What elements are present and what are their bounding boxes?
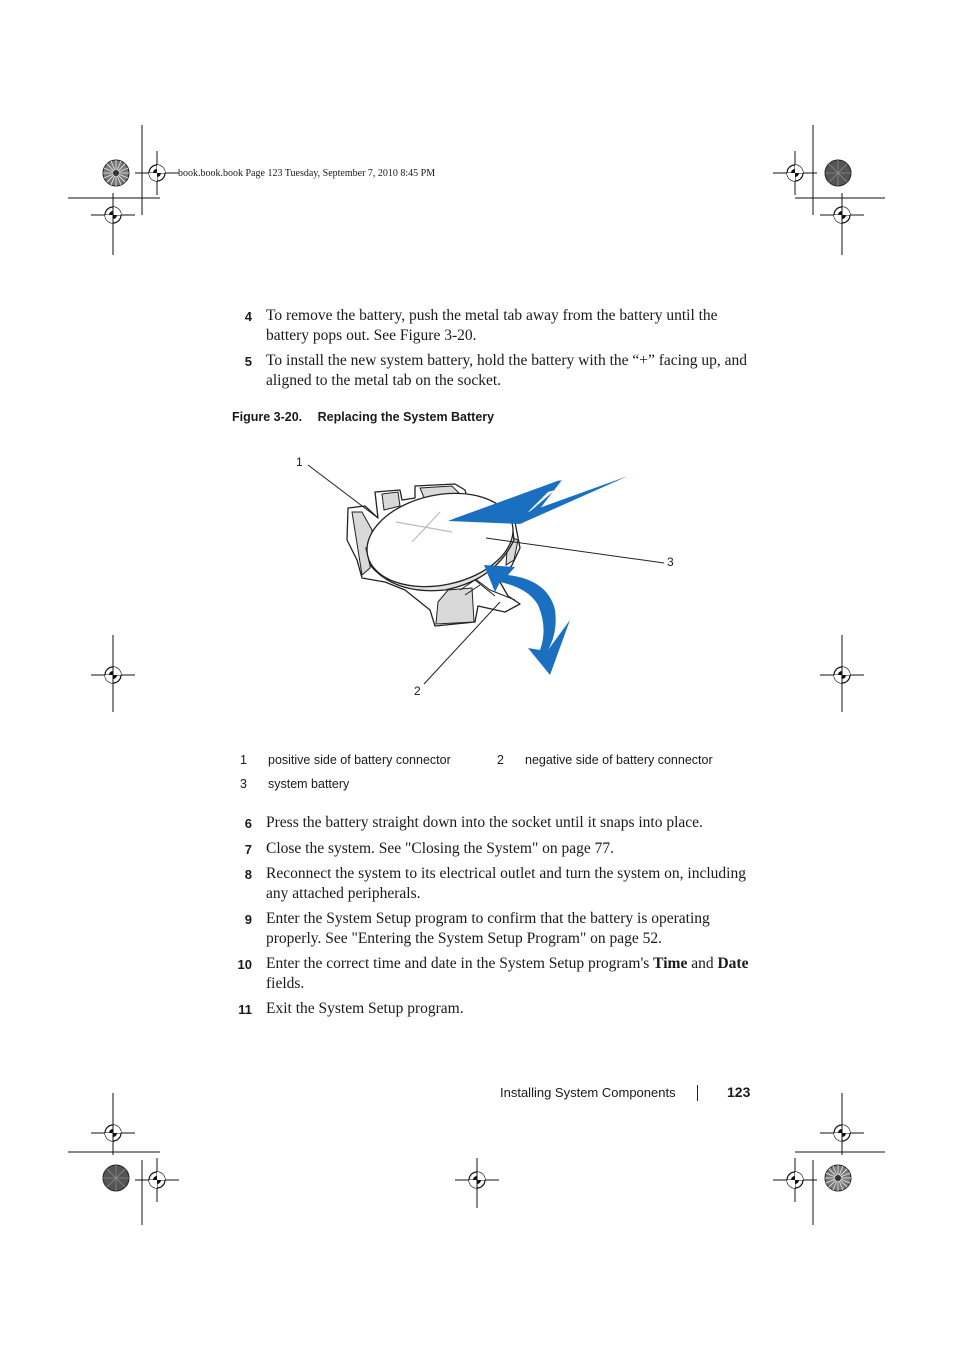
step-text-part: Enter the correct time and date in the System Setup program's xyxy=(266,955,654,972)
legend-text: positive side of battery connector xyxy=(268,753,451,767)
legend-number: 3 xyxy=(240,777,247,791)
step-number: 8 xyxy=(244,867,252,882)
step-number: 7 xyxy=(244,842,252,857)
footer-section-title: Installing System Components xyxy=(500,1085,676,1100)
field-name-time: Time xyxy=(653,955,688,972)
step-text: Enter the System Setup program to confirm that the battery is operating properly. See "Entering the System Setup Program" on page 52. xyxy=(266,910,710,947)
step-number: 5 xyxy=(244,354,252,369)
step-text-part: fields. xyxy=(266,975,305,992)
step-item xyxy=(234,813,754,833)
step-item xyxy=(234,954,754,994)
legend-item xyxy=(240,753,247,767)
step-number: 9 xyxy=(244,912,252,927)
step-number: 6 xyxy=(244,816,252,831)
step-item xyxy=(234,839,754,859)
footer-divider xyxy=(697,1085,698,1101)
callout-2: 2 xyxy=(414,684,421,698)
step-item xyxy=(234,909,754,949)
legend-number: 2 xyxy=(497,753,504,767)
step-number: 11 xyxy=(238,1002,252,1017)
callout-1: 1 xyxy=(296,455,303,469)
step-text: Press the battery straight down into the socket until it snaps into place. xyxy=(266,814,703,831)
figure-title: Replacing the System Battery xyxy=(317,410,495,424)
legend-number: 1 xyxy=(240,753,247,767)
step-number: 10 xyxy=(237,957,252,972)
step-item xyxy=(234,999,754,1019)
step-text: Exit the System Setup program. xyxy=(266,1000,464,1017)
page-number: 123 xyxy=(727,1084,751,1100)
step-text: To remove the battery, push the metal tab away from the battery until the battery pops out. See Figure 3-20. xyxy=(266,307,718,344)
step-number: 4 xyxy=(244,309,252,324)
rotation-arrow xyxy=(484,565,570,675)
legend-item xyxy=(497,753,504,767)
step-text xyxy=(266,954,756,994)
legend-text: negative side of battery connector xyxy=(525,753,713,767)
step-item xyxy=(234,864,754,904)
step-text-part: and xyxy=(687,955,718,972)
legend-item xyxy=(240,777,247,791)
figure-label: Figure 3-20. xyxy=(232,410,303,424)
print-slug-header: book.book.book Page 123 Tuesday, September 7, 2010 8:45 PM xyxy=(178,168,436,179)
field-name-date: Date xyxy=(717,955,749,972)
step-text: Close the system. See "Closing the System" on page 77. xyxy=(266,840,615,857)
step-text: Reconnect the system to its electrical outlet and turn the system on, including any attached peripherals. xyxy=(266,865,746,902)
legend-text: system battery xyxy=(268,777,350,791)
step-text: To install the new system battery, hold the battery with the “+” facing up, and aligned to the metal tab on the socket. xyxy=(266,352,747,389)
callout-3: 3 xyxy=(667,555,674,569)
